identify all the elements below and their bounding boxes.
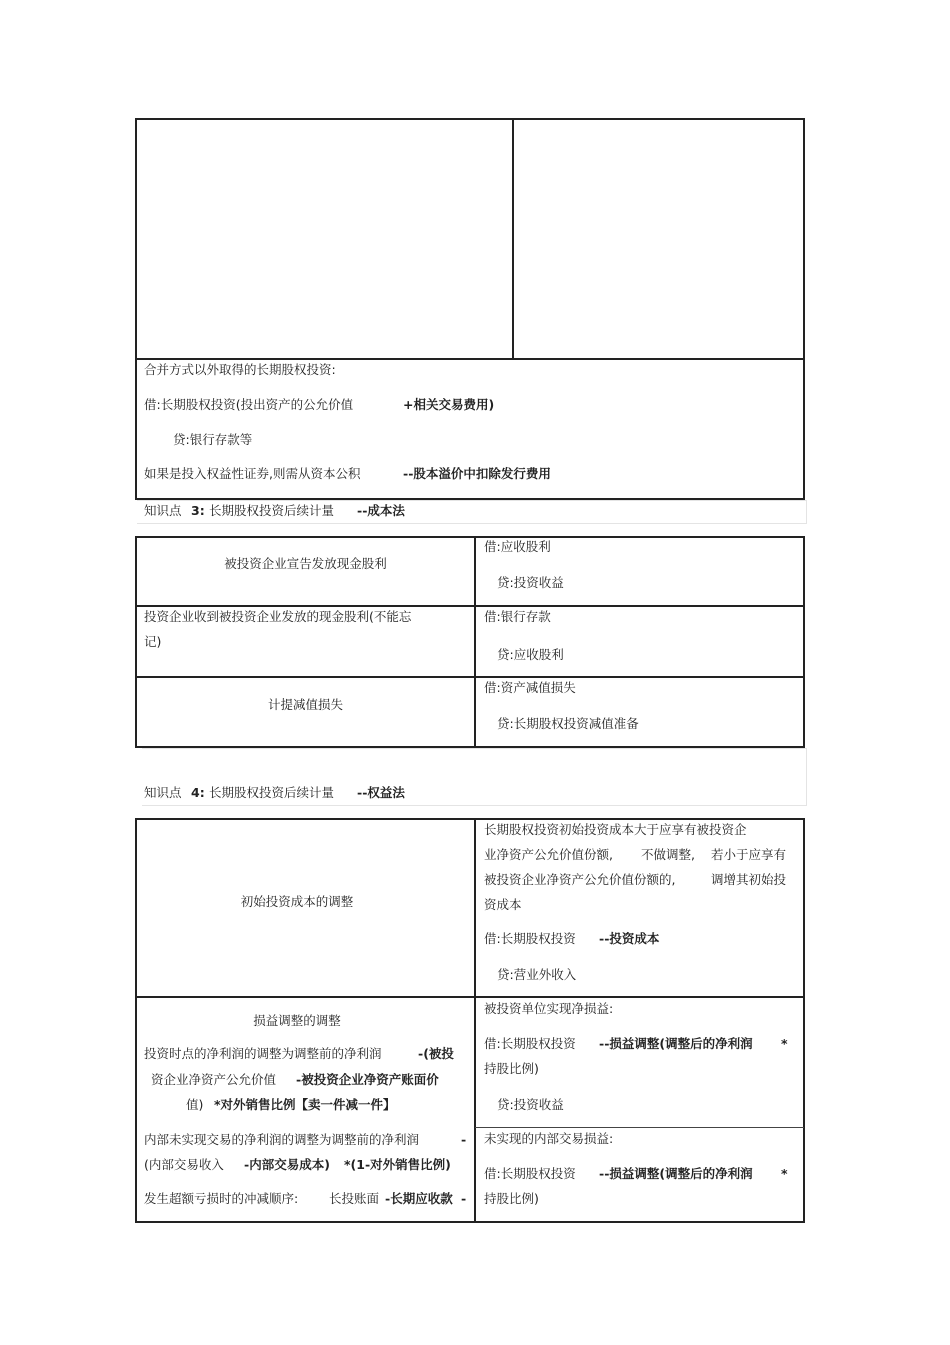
cost-row2-left-line1: 投资企业收到被投资企业发放的现金股利(不能忘 [144, 609, 412, 624]
cost-row2-debit: 借:银行存款 [484, 609, 551, 624]
section1-title: 合并方式以外取得的长期股权投资: [144, 362, 336, 377]
equity-row2-rb-debit-a: 借:长期股权投资 [484, 1166, 576, 1181]
equity-row1-p3b: 调增其初始投 [711, 872, 787, 887]
top-table-divider [512, 118, 514, 360]
equity-row2-l6a: 发生超额亏损时的冲减顺序: [144, 1191, 299, 1206]
equity-row2-rt-credit: 贷:投资收益 [497, 1097, 564, 1112]
heading3-text: 长期股权投资后续计量 [209, 503, 335, 518]
equity-row1-p1: 长期股权投资初始投资成本大于应享有被投资企 [484, 822, 747, 837]
equity-row2-l2b: -被投资企业净资产账面价 [296, 1072, 439, 1087]
equity-row1-debit-b: --投资成本 [599, 931, 660, 946]
cost-method-row-divider-1 [135, 605, 805, 607]
equity-row2-l5a: (内部交易收入 [144, 1157, 224, 1172]
cost-row2-credit: 贷:应收股利 [497, 647, 564, 662]
heading3-prefix: 知识点 [144, 503, 182, 518]
cost-row3-debit: 借:资产减值损失 [484, 680, 576, 695]
equity-row2-l6c: -长期应收款 [385, 1191, 453, 1206]
equity-row1-debit-a: 借:长期股权投资 [484, 931, 576, 946]
equity-row2-rb-title: 未实现的内部交易损益: [484, 1131, 614, 1146]
equity-row2-l3b: *对外销售比例【卖一件减一件】 [214, 1097, 396, 1112]
equity-row2-left-title: 损益调整的调整 [253, 1013, 341, 1028]
equity-row1-p3a: 被投资企业净资产公允价值份额的, [484, 872, 676, 887]
equity-row2-l1a: 投资时点的净利润的调整为调整前的净利润 [144, 1046, 382, 1061]
equity-row2-l5b: -内部交易成本) [244, 1157, 330, 1172]
equity-row1-credit: 贷:营业外收入 [497, 967, 577, 982]
equity-method-right-subdivider [475, 1127, 804, 1128]
cost-row2-left-line2: 记) [144, 634, 162, 649]
section1-line3-a: 如果是投入权益性证券,则需从资本公积 [144, 466, 361, 481]
equity-row2-rt-debit-c: * [781, 1036, 788, 1051]
equity-row2-rt-debit-a: 借:长期股权投资 [484, 1036, 576, 1051]
heading4-suffix: --权益法 [357, 785, 405, 800]
section1-line2: 贷:银行存款等 [173, 432, 253, 447]
cost-row3-left: 计提减值损失 [267, 697, 343, 712]
equity-row2-rb-debit-b: --损益调整(调整后的净利润 [599, 1166, 753, 1181]
equity-row2-l6b: 长投账面 [329, 1191, 380, 1206]
equity-row1-p2c: 若小于应享有 [711, 847, 787, 862]
top-table-row-divider [135, 358, 805, 360]
heading3-suffix: --成本法 [357, 503, 405, 518]
heading3-num: 3: [191, 503, 205, 518]
heading4-num: 4: [191, 785, 205, 800]
section1-line1-b: +相关交易费用) [403, 397, 495, 412]
cost-row1-credit: 贷:投资收益 [497, 575, 564, 590]
equity-row2-l6d: - [461, 1191, 467, 1206]
equity-row1-left: 初始投资成本的调整 [240, 894, 354, 909]
equity-row2-l1b: -(被投 [418, 1046, 454, 1061]
equity-row2-l4a: 内部未实现交易的净利润的调整为调整前的净利润 [144, 1132, 420, 1147]
equity-row2-rb-debit-d: 持股比例) [484, 1191, 539, 1206]
cost-row3-credit: 贷:长期股权投资减值准备 [497, 716, 639, 731]
cost-row1-left: 被投资企业宣告发放现金股利 [224, 556, 387, 571]
section1-line1-a: 借:长期股权投资(投出资产的公允价值 [144, 397, 354, 412]
equity-row1-p2b: 不做调整, [641, 847, 695, 862]
equity-row2-l4b: - [461, 1132, 467, 1147]
equity-row2-l2a: 资企业净资产公允价值 [151, 1072, 277, 1087]
equity-method-col-divider [474, 818, 476, 1223]
heading4-text: 长期股权投资后续计量 [209, 785, 335, 800]
cost-method-row-divider-2 [135, 676, 805, 678]
equity-row2-rb-debit-c: * [781, 1166, 788, 1181]
equity-row2-rt-debit-d: 持股比例) [484, 1061, 539, 1076]
equity-row1-p4: 资成本 [484, 897, 522, 912]
section1-line3-b: --股本溢价中扣除发行费用 [403, 466, 551, 481]
cost-row1-debit: 借:应收股利 [484, 539, 551, 554]
equity-row2-rt-title: 被投资单位实现净损益: [484, 1001, 614, 1016]
equity-method-row-divider [135, 996, 805, 998]
equity-row1-p2a: 业净资产公允价值份额, [484, 847, 613, 862]
equity-row2-l3a: 值) [186, 1097, 204, 1112]
equity-row2-rt-debit-b: --损益调整(调整后的净利润 [599, 1036, 753, 1051]
heading4-prefix: 知识点 [144, 785, 182, 800]
cost-method-col-divider [474, 536, 476, 748]
equity-row2-l5c: *(1-对外销售比例) [344, 1157, 451, 1172]
